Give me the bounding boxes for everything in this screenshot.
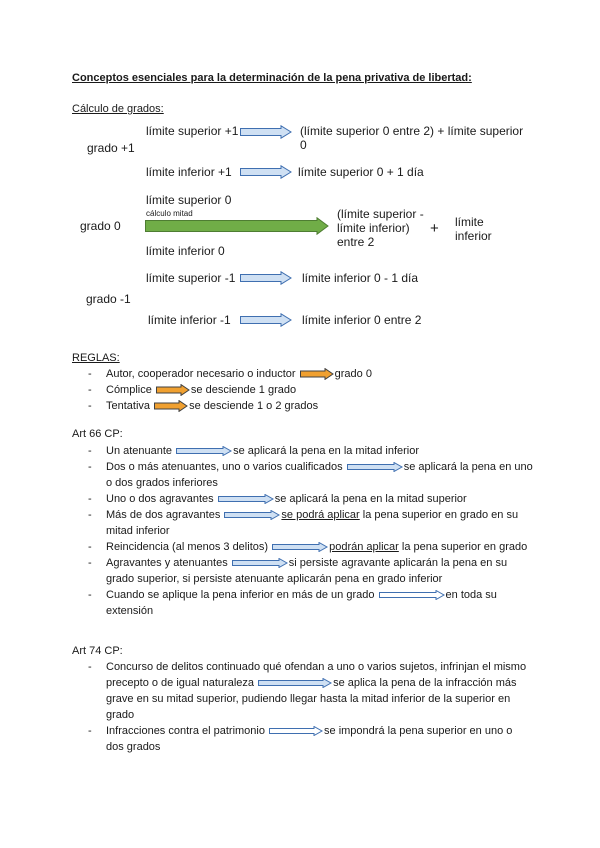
- list-item-result: se aplicará la pena en la mitad inferior: [233, 445, 420, 457]
- list-item-text: Cuando se aplique la pena inferior en más de un grado: [106, 589, 375, 601]
- grado-0-label: grado 0: [80, 219, 121, 233]
- art66-heading: Art 66 CP:: [72, 428, 123, 440]
- list-item-text: Cómplice: [106, 384, 152, 396]
- orange-arrow-icon: [300, 368, 334, 380]
- list-item: [88, 723, 528, 755]
- li-minus1-result: límite inferior 0 entre 2: [302, 313, 422, 327]
- formula: (límite superior - límite inferior) entre 2: [337, 207, 424, 249]
- blue-arrow-icon: [218, 494, 274, 504]
- list-item-result: la pena superior en grado en su mitad inferior: [106, 509, 519, 537]
- list-dash: -: [88, 661, 92, 673]
- li-plus1-label: límite inferior +1: [146, 165, 232, 179]
- list-item-result: en toda su extensión: [106, 589, 497, 617]
- list-item-result: se aplicará la pena en la mitad superior: [274, 493, 467, 505]
- grado-plus1-label: grado +1: [87, 141, 135, 155]
- ls-minus1-result: límite inferior 0 - 1 día: [302, 271, 419, 285]
- list-dash: -: [88, 493, 92, 505]
- list-dash: -: [88, 461, 92, 473]
- list-item: [88, 398, 508, 414]
- list-item-result: se desciende 1 o 2 grados: [189, 400, 319, 412]
- list-item-text: Autor, cooperador necesario o inductor: [106, 368, 296, 380]
- list-item-result-underlined: se podrá aplicar: [281, 509, 360, 521]
- green-arrow-icon: [145, 217, 330, 235]
- list-item: [88, 659, 528, 723]
- list-dash: -: [88, 589, 92, 601]
- list-item-text: Dos o más atenuantes, uno o varios cualificados: [106, 461, 343, 473]
- list-item-text: Reincidencia (al menos 3 delitos): [106, 541, 269, 553]
- orange-arrow-icon: [154, 400, 188, 412]
- list-item-result: se aplica la pena de la infracción más grave en su mitad superior, pudiendo llegar hasta la mitad inferior de la superior en grado: [106, 677, 517, 721]
- list-item: [88, 539, 533, 555]
- white-arrow-icon: [269, 726, 323, 736]
- blue-arrow-icon: [176, 446, 232, 456]
- reglas-list: [88, 366, 508, 414]
- list-item: [88, 491, 533, 507]
- white-arrow-icon: [379, 590, 445, 600]
- blue-arrow-icon: [240, 271, 292, 285]
- list-item-result: se desciende 1 grado: [190, 384, 297, 396]
- blue-arrow-icon: [232, 558, 288, 568]
- calculo-heading: Cálculo de grados:: [72, 103, 164, 115]
- list-item-text: Más de dos agravantes: [106, 509, 221, 521]
- grado-minus1-label: grado -1: [86, 292, 131, 306]
- list-item-result-underlined: podrán aplicar: [329, 541, 399, 553]
- list-dash: -: [88, 384, 92, 396]
- list-item-text: Un atenuante: [106, 445, 173, 457]
- list-item-text: Concurso de delitos continuado qué ofendan a uno o varios sujetos, infrinjan el mismo precepto o de igual naturaleza: [106, 661, 527, 689]
- li-0-label: límite inferior 0: [146, 244, 225, 258]
- list-dash: -: [88, 557, 92, 569]
- list-item: [88, 443, 533, 459]
- calculo-mitad-label: cálculo mitad: [146, 209, 193, 218]
- list-item-result: se impondrá la pena superior en uno o dos grados: [106, 725, 513, 753]
- li-plus1-result: límite superior 0 + 1 día: [298, 165, 424, 179]
- blue-arrow-icon: [347, 462, 403, 472]
- list-item: [88, 555, 533, 587]
- orange-arrow-icon: [156, 384, 190, 396]
- list-item-result: la pena superior en grado: [398, 541, 528, 553]
- limite-inferior-label: límite inferior: [455, 215, 492, 243]
- list-dash: -: [88, 368, 92, 380]
- list-item-result: si persiste agravante aplicarán la pena en su grado superior, si persiste atenuante aplicarán pena en grado inferior: [106, 557, 508, 585]
- ls-plus1-label: límite superior +1: [146, 124, 239, 138]
- list-item: [88, 587, 533, 619]
- art74-list: [88, 659, 528, 755]
- art74-heading: Art 74 CP:: [72, 645, 123, 657]
- reglas-heading: REGLAS:: [72, 352, 120, 364]
- list-dash: -: [88, 541, 92, 553]
- blue-arrow-icon: [272, 542, 328, 552]
- blue-arrow-icon: [240, 125, 292, 139]
- list-item-text: Uno o dos agravantes: [106, 493, 214, 505]
- art66-list: [88, 443, 533, 619]
- blue-arrow-icon: [258, 678, 332, 688]
- list-item-text: Tentativa: [106, 400, 151, 412]
- list-item-text: Agravantes y atenuantes: [106, 557, 228, 569]
- li-minus1-label: límite inferior -1: [148, 313, 231, 327]
- list-item: [88, 459, 533, 491]
- blue-arrow-icon: [240, 165, 292, 179]
- ls-0-label: límite superior 0: [146, 193, 232, 207]
- blue-arrow-icon: [240, 313, 292, 327]
- list-dash: -: [88, 400, 92, 412]
- ls-plus1-result: (límite superior 0 entre 2) + límite superior 0: [300, 124, 524, 152]
- blue-arrow-icon: [224, 510, 280, 520]
- list-dash: -: [88, 445, 92, 457]
- list-item: [88, 382, 508, 398]
- list-item: [88, 366, 508, 382]
- list-item-text: Infracciones contra el patrimonio: [106, 725, 265, 737]
- page-title: Conceptos esenciales para la determinación de la pena privativa de libertad:: [72, 72, 472, 84]
- list-dash: -: [88, 725, 92, 737]
- list-item: [88, 507, 533, 539]
- plus-sign: +: [430, 220, 439, 237]
- list-item-result: se aplicará la pena en uno o dos grados inferiores: [106, 461, 533, 489]
- list-item-result: grado 0: [334, 368, 372, 380]
- ls-minus1-label: límite superior -1: [146, 271, 236, 285]
- list-dash: -: [88, 509, 92, 521]
